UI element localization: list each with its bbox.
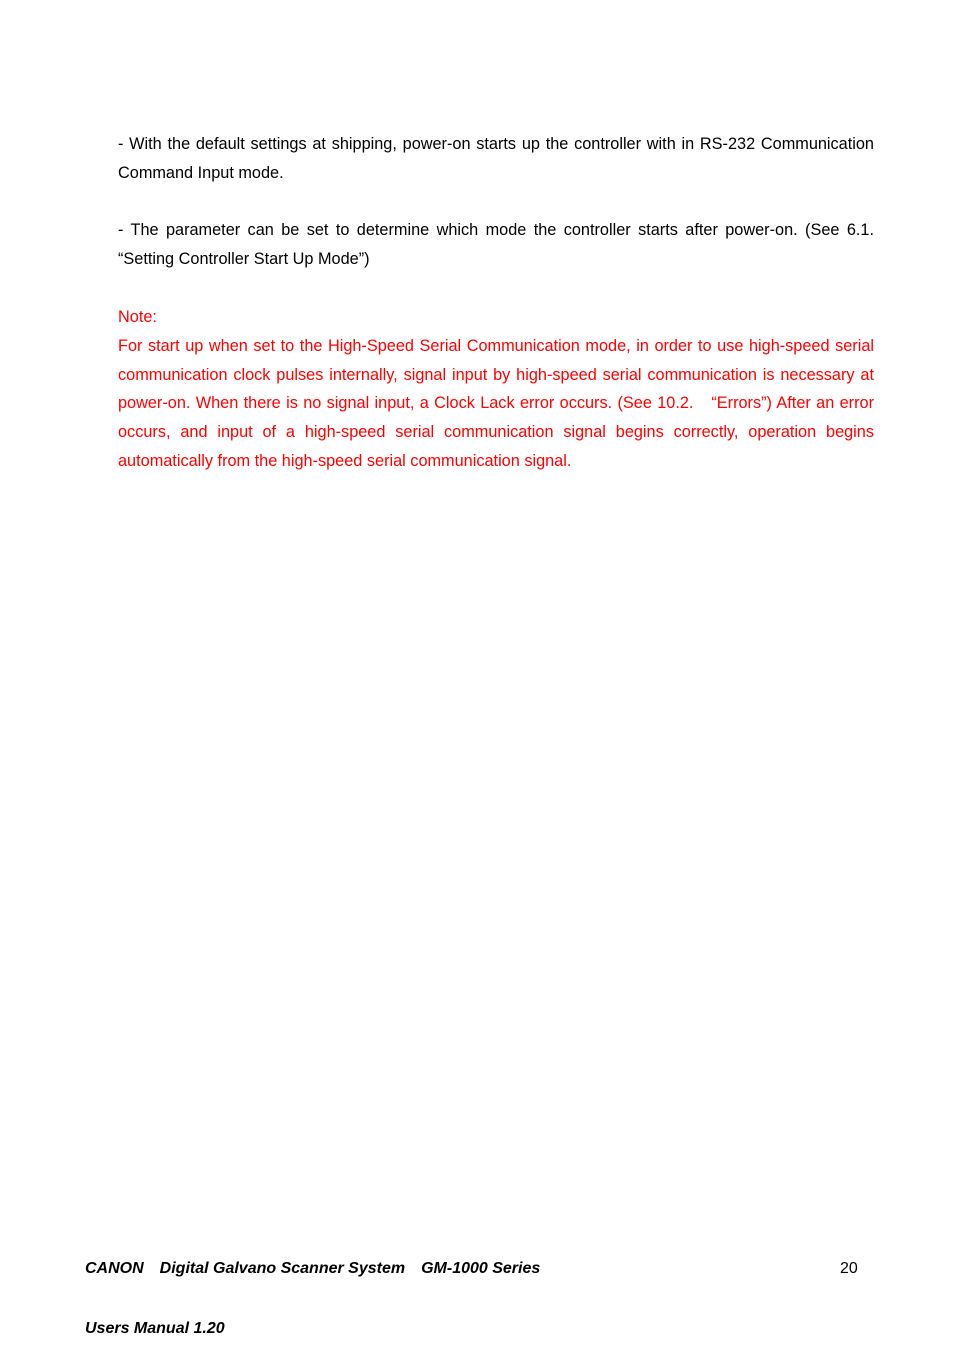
note-body: For start up when set to the High-Speed Serial Communication mode, in order to use high-speed serial communication clock pulses internally, signal input by high-speed serial communication is necessary at power-on. When there is no signal input, a Clock Lack error occurs. (See 10.2. “Errors”) After an error occurs, and input of a high-speed serial communication signal begins correctly, operation begins automatically from the high-speed serial communication signal. (118, 336, 874, 470)
note-label: Note: (118, 308, 157, 326)
page-number: 20 (840, 1260, 858, 1277)
footer-manual-version: Users Manual 1.20 (85, 1320, 225, 1337)
paragraph-default-settings: - With the default settings at shipping, power-on starts up the controller with in RS-232 Communication Command Input mode. (118, 135, 874, 182)
footer (85, 1219, 540, 1359)
footer-product-title: CANON Digital Galvano Scanner System GM-1000 Series (85, 1260, 541, 1277)
note-block (118, 303, 874, 476)
paragraph-parameter: - The parameter can be set to determine which mode the controller starts after power-on. (See 6.1. “Setting Controller Start Up Mode”) (118, 221, 874, 268)
